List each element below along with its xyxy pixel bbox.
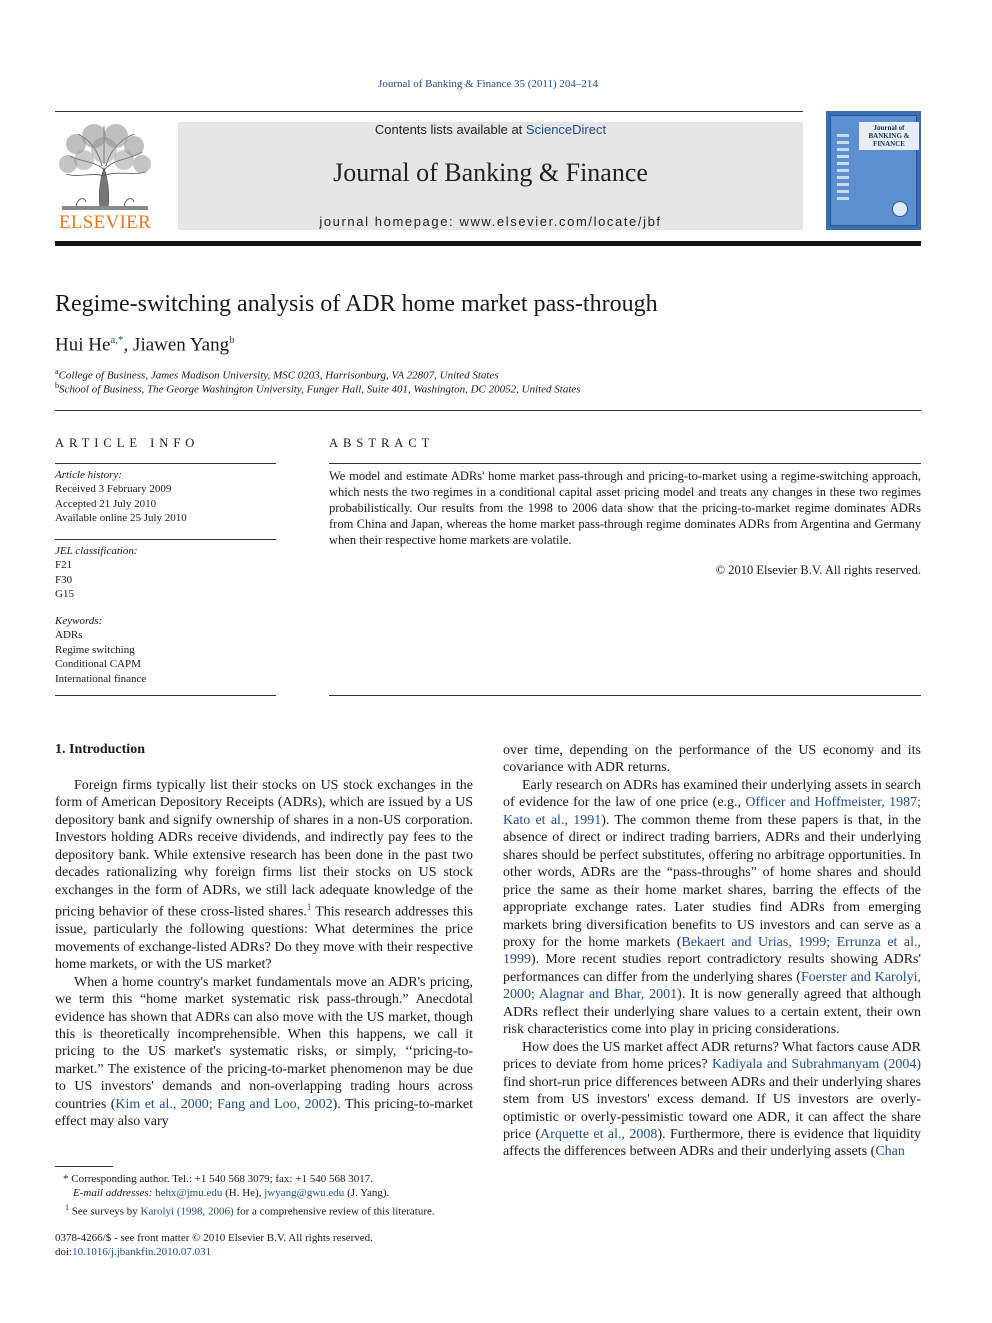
citation-link[interactable]: Karolyi (1998, 2006) [140,1205,234,1218]
contents-prefix: Contents lists available at [374,122,526,137]
header-divider [55,111,803,112]
paragraph [55,974,473,1131]
paragraph-text: ). The common theme from these papers is that, in the absence of direct or indirect trading barriers, ADRs and their underlying shares should be perfect substitutes, offering no arbitrage opportunities. In other words, ADRs are the “pass-throughs” of home shares and should price the same as their home market shares, barring the effects of the appropriate exchange rates. Later studies find ADRs from emerging markets bring diversification benefits to US investors and can serve as a proxy for the home markets ( [503,812,922,950]
jel-code: G15 [55,588,74,601]
info-rule [55,539,276,540]
paragraph-text: This research addresses this issue, particularly the following questions: What determines the price movements of exchange-listed ADRs? Do they move with their respective home markets, or with the US market? [55,904,473,973]
citation-link[interactable]: Kim et al., 2000; Fang and Loo, 2002 [115,1096,333,1112]
author-affiliation-link[interactable]: a,* [110,334,124,346]
email-label: E-mail addresses: [73,1187,156,1199]
journal-citation[interactable]: Journal of Banking & Finance 35 (2011) 204–214 [378,78,598,90]
footnote-ref[interactable]: 1 [306,902,312,913]
affiliation-text: College of Business, James Madison University, MSC 0203, Harrisonburg, VA 22807, United States [58,369,499,382]
footnote-text: Corresponding author. Tel.: +1 540 568 3079; fax: +1 540 568 3017. [68,1173,373,1185]
keyword: International finance [55,672,147,685]
email-link[interactable]: hehx@jmu.edu [155,1187,223,1199]
issn-line: 0378-4266/$ - see front matter © 2010 Elsevier B.V. All rights reserved. [55,1232,373,1244]
paragraph-text: Early research on ADRs has examined their underlying assets in search of evidence for the law of one price (e.g., [503,777,921,811]
paragraph [503,777,921,1039]
author-separator: , [123,334,134,356]
journal-title: Journal of Banking & Finance [333,158,648,187]
online-date: Available online 25 July 2010 [55,512,187,525]
article-title: Regime-switching analysis of ADR home market pass-through [55,291,658,317]
citation-link[interactable]: Chan [875,1144,905,1160]
history-label: Article history: [55,469,122,481]
footnote-1 [55,1201,483,1219]
keyword: ADRs [55,629,83,642]
doi-link[interactable]: 10.1016/j.jbankfin.2010.07.031 [72,1246,212,1258]
author-affiliation-link[interactable]: b [229,334,235,346]
email-note: (H. He), [222,1187,265,1199]
citation-link[interactable]: Foerster and Karolyi, 2000; Alagnar and Bhar, 2001 [503,969,921,1003]
author-name: Hui He [55,334,111,356]
doi-line [55,1245,211,1260]
paragraph-text: ). It is now generally agreed that although ADRs reflect their underlying share values to a certain extent, their own risk characteristics come into play in pricing considerations. [503,987,921,1038]
abstract-text: We model and estimate ADRs' home market pass-through and pricing-to-market using a regime-switching approach, which nests the two regimes in a conditional capital asset pricing model and treats any changes in these two regimes probabilistically. Our results from the 1998 to 2006 data show that the pricing-to-market regime dominates ADRs from China and Japan, whereas the home market pass-through regime dominates ADRs from Argentina and Germany when their respective home markets are volatile. [329,469,921,547]
author-list [55,334,235,356]
email-link[interactable]: jwyang@gwu.edu [264,1187,345,1199]
footnote-text: See surveys by [69,1205,141,1218]
paragraph-text: ). More recent studies report contradictory results showing ADRs' performances can differ from the underlying shares ( [503,952,921,985]
cover-seal-icon [892,201,908,217]
abstract-rule [329,695,921,696]
author-name: Jiawen Yang [133,334,230,356]
journal-homepage[interactable]: journal homepage: www.elsevier.com/locate/jbf [319,214,662,229]
article-history [55,468,276,526]
info-rule [55,463,276,464]
paragraph-text: ). Furthermore, there is evidence that liquidity affects the differences between ADRs and their underlying assets ( [503,1126,921,1160]
paragraph-text: When a home country's market fundamentals move an ADR's pricing, we term this “home market systematic risk pass-through.” Anecdotal evidence has shown that ADRs can also move with the US market, though this is theoretically incomprehensible. When this happens, we call it pricing to the US market's systematic risks, or simply, ‘‘pricing-to-market.” The existence of the pricing-to-market phenomenon may be due to US investors' demands and non-overlapping trading hours across countries ( [55,974,473,1112]
paragraph-text: How does the US market affect ADR returns? What factors cause ADR prices to deviate from home prices? [503,1039,921,1073]
doi-prefix: doi: [55,1246,73,1258]
citation-link[interactable]: Bekaert and Urias, 1999; Errunza et al., 1999 [503,934,921,968]
email-note: (J. Yang). [344,1187,390,1199]
cover-panel [830,115,917,226]
right-column [503,742,921,1161]
abstract-copyright: © 2010 Elsevier B.V. All rights reserved. [715,563,921,577]
abstract-rule [329,463,921,464]
contents-line [178,122,803,137]
paragraph-text: ). This pricing-to-market effect may also vary [55,1096,473,1130]
sciencedirect-link[interactable]: ScienceDirect [525,122,607,137]
keywords-label: Keywords: [55,615,103,627]
affiliation-marker: a [55,367,59,376]
jel-code: F30 [55,573,73,586]
info-rule [55,695,276,696]
footnote-emails [55,1186,491,1201]
article-info-heading: ARTICLE INFO [55,436,200,450]
journal-banner [178,122,803,230]
affiliation-a [55,367,499,382]
publisher-wordmark: ELSEVIER [58,212,152,233]
jel-classification [55,544,276,602]
affiliation-b [55,381,581,396]
left-column [55,777,473,1131]
header-thick-rule [55,241,921,246]
jel-label: JEL classification: [55,545,138,557]
citation-link[interactable]: Officer and Hoffmeister, 1987; Kato et al., 1991 [503,795,921,828]
citation-link[interactable]: Arquette et al., 2008 [540,1126,658,1142]
paragraph: over time, depending on the performance of the US economy and its covariance with ADR returns. [503,743,921,776]
footnote-text: for a comprehensive review of this literature. [233,1205,435,1218]
citation-link[interactable]: Kadiyala and Subrahmanyam (2004) [711,1057,921,1073]
cover-decoration [837,134,849,215]
received-date: Received 3 February 2009 [55,483,172,496]
affiliation-marker: b [55,381,59,390]
paragraph-text: find short-run price differences between ADRs and their underlying shares stem from US investors' excess demand. If US investors are overly-optimistic or overly-pessimistic toward one ADR, it can affect the share price ( [503,1074,921,1142]
accepted-date: Accepted 21 July 2010 [55,497,157,510]
abstract-heading: ABSTRACT [329,436,435,450]
keywords [55,614,276,686]
footnote-marker: 1 [65,1203,69,1212]
keyword: Conditional CAPM [55,658,141,671]
cover-title: Journal of BANKING & FINANCE [859,122,919,150]
journal-cover-thumbnail [826,111,921,230]
title-divider [55,410,921,411]
jel-code: F21 [55,559,73,572]
paragraph [55,777,473,974]
paragraph [503,1039,921,1161]
section-heading: 1. Introduction [55,742,145,757]
footnote-corresponding [55,1172,481,1187]
keyword: Regime switching [55,643,135,656]
footnote-rule [55,1166,113,1167]
footnote-marker: * [63,1173,69,1185]
paragraph-text: Foreign firms typically list their stocks on US stock exchanges in the form of American Depository Receipts (ADRs), which are issued by a US depository bank and signify ownership of shares in a non-US corporation. Investors holding ADRs receive dividends, and indirectly pay fees to the depository bank. While extensive research has been done in the past two decades rationalizing why foreign firms list their stocks on US stock exchanges in the form of ADRs, we still lack adequate knowledge of the pricing behavior of these cross-listed shares. [55,778,473,920]
affiliation-text: School of Business, The George Washington University, Funger Hall, Suite 401, Washington, DC 20052, United States [59,383,581,396]
